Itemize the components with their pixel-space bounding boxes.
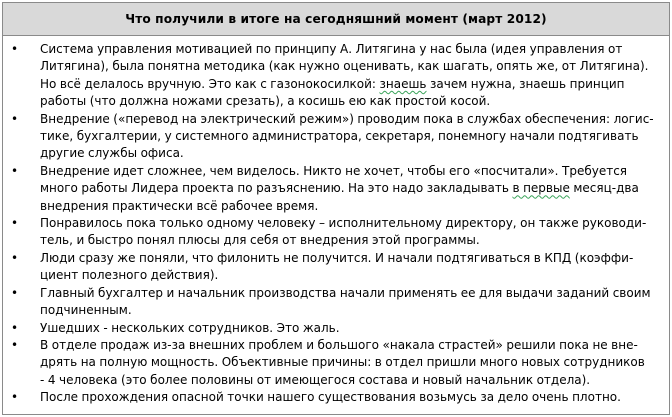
- list-item-line: другие службы офиса.: [40, 146, 184, 161]
- list-item-line: циент полезного действия).: [40, 268, 219, 283]
- list-item-line: Ушедших - нескольких сотрудников. Это жаль.: [40, 320, 340, 335]
- list-item-line: Внедрение идет сложнее, чем виделось. Никто не хочет, чтобы его «посчитали». Требуется: [40, 163, 628, 178]
- list-item-line: Понравилось пока только одному человеку – исполнительному директору, он также руководи-: [40, 216, 647, 231]
- list-item-line: После прохождения опасной точки нашего существования возьмусь за дело очень плотно.: [40, 390, 621, 405]
- bullet-icon: •: [11, 390, 19, 405]
- list-item: [3, 163, 669, 215]
- list-item-line: Система управления мотивацией по принципу А. Литягина у нас была (идея управления от: [40, 42, 623, 56]
- document-table: [2, 2, 670, 415]
- list-item: [3, 111, 669, 163]
- list-item-line: подчиненным.: [40, 303, 132, 318]
- bullet-icon: •: [11, 285, 19, 300]
- list-item: [3, 337, 669, 389]
- list-item-line: тель, и быстро понял плюсы для себя от внедрения этой программы.: [40, 233, 480, 248]
- list-item-line: Люди сразу же поняли, что филонить не получится. И начали подтягиваться в КПД (коэффи-: [40, 250, 634, 265]
- list-item: [3, 389, 669, 406]
- list-item-line: В отделе продаж из-за внешних проблем и большого «накала страстей» решили пока не вне-: [40, 337, 638, 352]
- bullet-icon: •: [11, 320, 19, 335]
- bullet-icon: •: [11, 163, 19, 178]
- bullet-icon: •: [11, 250, 19, 265]
- page-title: Что получили в итоге на сегодняшний момент (март 2012): [125, 12, 547, 26]
- list-item: [3, 215, 669, 250]
- list-item-line: внедрения практически всё рабочее время.: [40, 198, 319, 213]
- bullet-icon: •: [11, 111, 19, 126]
- list-item: [3, 41, 669, 111]
- list-item-line: тике, бухгалтерии, у системного администратора, секретаря, понемногу начали подтягивать: [40, 129, 639, 144]
- table-header: [3, 3, 669, 36]
- list-item: [3, 250, 669, 285]
- table-body: [3, 36, 669, 407]
- list-item-line: Внедрение («перевод на электрический режим») проводим пока в службах обеспечения: логис-: [40, 111, 654, 126]
- list-item-line: дрять на полную мощность. Объективные причины: в отдел пришли много новых сотрудников: [40, 355, 645, 370]
- bullet-icon: •: [11, 216, 19, 231]
- list-item-line: Главный бухгалтер и начальник производства начали применять ее для выдачи заданий своим: [40, 285, 651, 300]
- list-item-line: много работы Лидера проекта по разъяснению. На это надо закладывать в первые месяц-два: [40, 181, 639, 196]
- list-item-line: - 4 человека (это более половины от имеющегося состава и новый начальник отдела).: [40, 372, 591, 387]
- bullet-icon: •: [11, 337, 19, 352]
- list-item-line: Но всё делалось вручную. Это как с газонокосилкой: знаешь зачем нужна, знаешь принцип: [40, 76, 625, 91]
- list-item: [3, 285, 669, 320]
- list-item: [3, 320, 669, 337]
- list-item-line: Литягина), была понятна методика (как нужно оценивать, как шагать, опять же, от Литягина).: [40, 59, 649, 74]
- list-item-line: работы (что должна ножами срезать), а косишь ею как простой косой.: [40, 94, 491, 109]
- bullet-icon: •: [11, 42, 19, 56]
- bullet-list: [3, 41, 669, 407]
